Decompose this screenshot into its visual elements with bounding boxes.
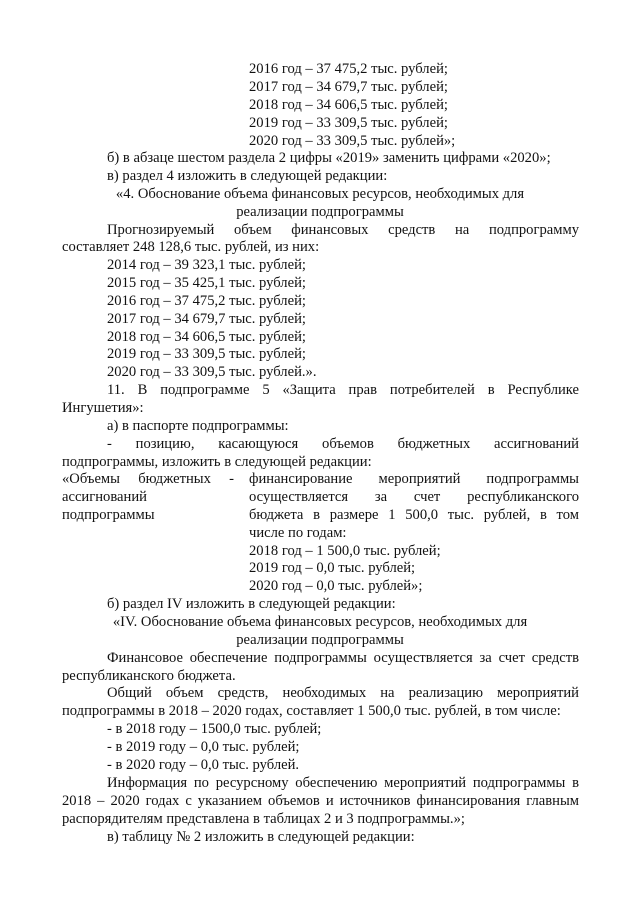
financing-paragraph-cont: республиканского бюджета.	[62, 667, 236, 684]
paragraph-v: в) раздел 4 изложить в следующей редакции:	[107, 167, 388, 184]
table-row	[0, 525, 640, 543]
info-paragraph-end: распорядителям представлена в таблицах 2 и 3 подпрограммы.»;	[62, 810, 465, 827]
table-cell-label: ассигнований	[62, 488, 147, 505]
total-paragraph-cont: подпрограммы в 2018 – 2020 годах, составляет 1 500,0 тыс. рублей, в том числе:	[62, 703, 561, 720]
position-paragraph: - позицию, касающуюся объемов бюджетных ассигнований	[107, 435, 579, 452]
passport-table	[0, 471, 640, 596]
table-cell-label: подпрограммы	[62, 506, 155, 523]
list-item: 2020 год – 33 309,5 тыс. рублей»;	[249, 132, 456, 149]
item-11-paragraph: 11. В подпрограмме 5 «Защита прав потребителей в Республике	[107, 382, 579, 398]
list-item: 2019 год – 33 309,5 тыс. рублей;	[249, 114, 448, 131]
table-row	[0, 560, 640, 578]
list-item: 2020 год – 33 309,5 тыс. рублей.».	[107, 364, 317, 381]
list-item: 2018 год – 34 606,5 тыс. рублей;	[249, 96, 448, 113]
info-paragraph: Информация по ресурсному обеспечению мероприятий подпрограммы в	[107, 774, 579, 791]
paragraph-v2: в) таблицу № 2 изложить в следующей редакции:	[107, 828, 415, 845]
table-cell-value: бюджета в размере 1 500,0 тыс. рублей, в том	[249, 506, 579, 523]
table-row	[0, 578, 640, 596]
table-row	[0, 507, 640, 525]
section-4-heading-cont: реализации подпрограммы	[236, 203, 404, 220]
list-item: 2016 год – 37 475,2 тыс. рублей;	[249, 61, 448, 77]
financing-paragraph: Финансовое обеспечение подпрограммы осуществляется за счет средств	[107, 649, 579, 666]
item-11-paragraph-cont: Ингушетия»:	[62, 399, 144, 416]
list-item: 2017 год – 34 679,7 тыс. рублей;	[107, 310, 306, 327]
amendments-section-10	[0, 150, 640, 257]
total-paragraph: Общий объем средств, необходимых на реализацию мероприятий	[107, 685, 579, 702]
table-cell-value: осуществляется за счет республиканского	[249, 488, 579, 505]
info-paragraph-cont: 2018 – 2020 годах с указанием объемов и источников финансирования главным	[62, 792, 579, 809]
section-4-heading: «4. Обоснование объема финансовых ресурсов, необходимых для	[115, 185, 525, 202]
list-item: 2018 год – 34 606,5 тыс. рублей;	[107, 328, 306, 345]
list-item: - в 2019 году – 0,0 тыс. рублей;	[107, 739, 300, 756]
section-iv-heading: «IV. Обоснование объема финансовых ресурсов, необходимых для	[112, 613, 528, 630]
table-row	[0, 471, 640, 489]
table-row	[0, 489, 640, 507]
list-item: - в 2018 году – 1500,0 тыс. рублей;	[107, 721, 322, 738]
section-iv-heading-cont: реализации подпрограммы	[236, 631, 404, 648]
position-paragraph-cont: подпрограммы, изложить в следующей редакции:	[62, 453, 372, 470]
table-cell-value: 2018 год – 1 500,0 тыс. рублей;	[249, 542, 441, 559]
forecast-paragraph: Прогнозируемый объем финансовых средств на подпрограмму	[107, 221, 579, 238]
table-cell-value: числе по годам:	[249, 524, 347, 541]
list-item: 2016 год – 37 475,2 тыс. рублей;	[107, 292, 306, 309]
table-row	[0, 543, 640, 561]
list-item: - в 2020 году – 0,0 тыс. рублей.	[107, 757, 300, 774]
paragraph-b2: б) раздел IV изложить в следующей редакции:	[107, 596, 396, 612]
list-item: 2014 год – 39 323,1 тыс. рублей;	[107, 257, 306, 273]
paragraph-b: б) в абзаце шестом раздела 2 цифры «2019» заменить цифрами «2020»;	[107, 150, 551, 166]
table-cell-value: 2019 год – 0,0 тыс. рублей;	[249, 560, 416, 577]
table-cell-value: финансирование мероприятий подпрограммы	[249, 471, 579, 487]
section-iv	[0, 596, 640, 846]
budget-years-list-1	[0, 61, 640, 150]
table-cell-label: «Объемы бюджетных -	[62, 471, 234, 487]
list-item: 2019 год – 33 309,5 тыс. рублей;	[107, 346, 306, 363]
table-cell-value: 2020 год – 0,0 тыс. рублей»;	[249, 578, 423, 595]
list-item: 2017 год – 34 679,7 тыс. рублей;	[249, 78, 448, 95]
list-item: 2015 год – 35 425,1 тыс. рублей;	[107, 274, 306, 291]
section-11	[0, 382, 640, 471]
forecast-paragraph-cont: составляет 248 128,6 тыс. рублей, из них:	[62, 239, 320, 256]
passport-paragraph: а) в паспорте подпрограммы:	[107, 417, 289, 434]
budget-years-list-2	[0, 257, 640, 382]
